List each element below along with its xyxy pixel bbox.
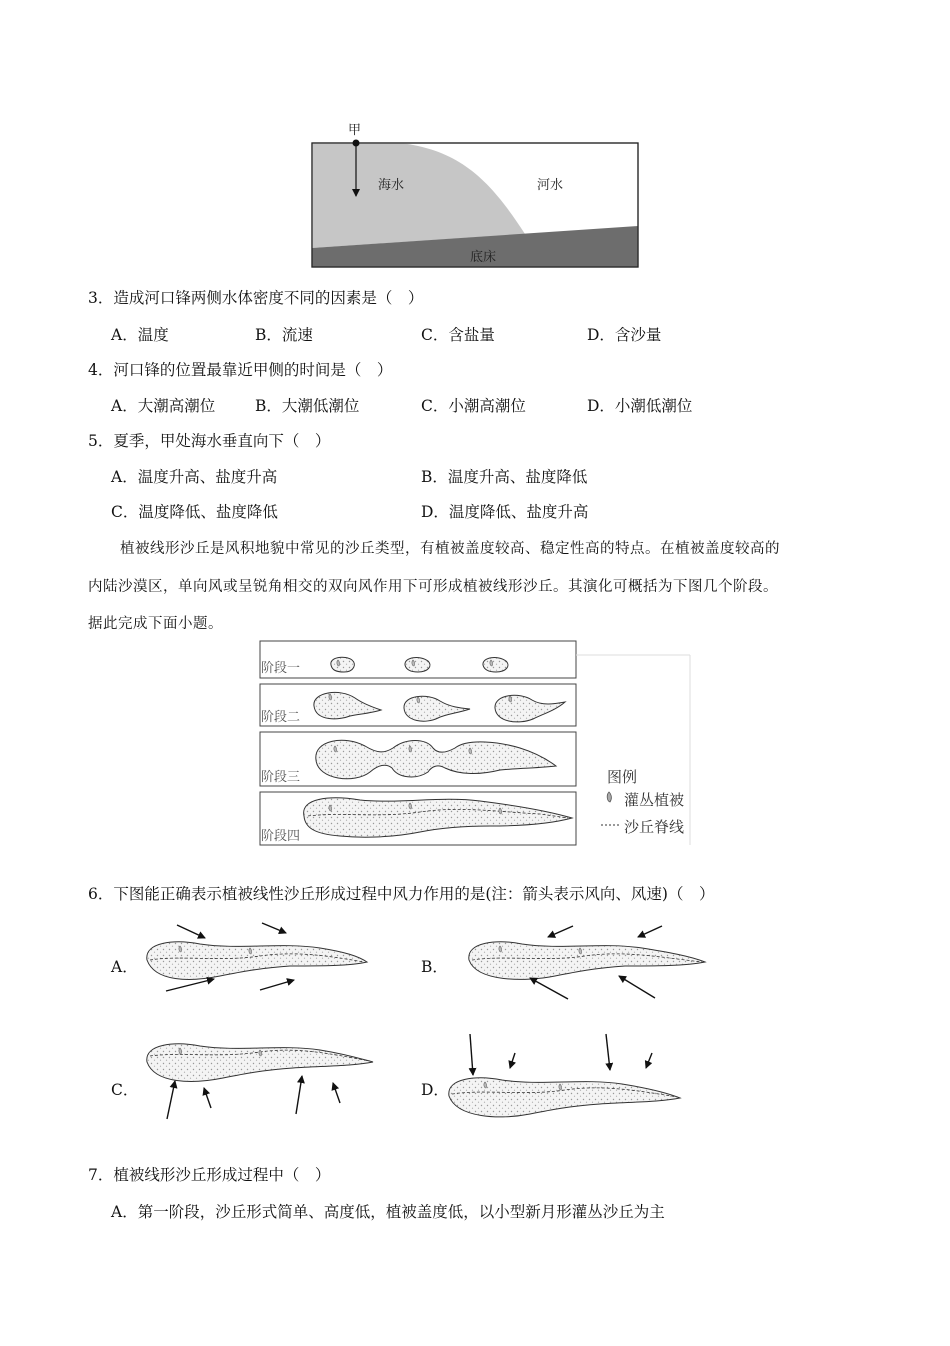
stage-4-label: 阶段四 [261, 829, 301, 844]
passage-line-2: 内陆沙漠区，单向风或呈锐角相交的双向风作用下可形成植被线形沙丘。其演化可概括为下图几个阶段。 [88, 579, 778, 595]
stage-2-label: 阶段二 [261, 710, 301, 725]
q4-stem: 4．河口锋的位置最靠近甲侧的时间是（ ） [88, 361, 393, 379]
option-d-diagram [449, 1034, 680, 1117]
dune-stages-figure [260, 641, 690, 845]
q4-option-b[interactable]: B．大潮低潮位 [255, 397, 360, 415]
q3-option-c[interactable]: C．含盐量 [421, 326, 495, 344]
label-riverwater: 河水 [537, 178, 564, 193]
q5-option-c[interactable]: C．温度降低、盐度降低 [111, 503, 278, 521]
q6-stem: 6．下图能正确表示植被线性沙丘形成过程中风力作用的是(注：箭头表示风向、风速)（ ） [88, 885, 715, 903]
q6-option-b[interactable]: B． [421, 958, 448, 976]
q6-option-a[interactable]: A． [111, 958, 138, 976]
q3-option-a[interactable]: A．温度 [111, 326, 169, 344]
q5-stem: 5．夏季，甲处海水垂直向下（ ） [88, 432, 331, 450]
q7-option-a[interactable]: A．第一阶段，沙丘形式简单、高度低，植被盖度低，以小型新月形灌丛沙丘为主 [111, 1203, 665, 1221]
q4-option-c[interactable]: C．小潮高潮位 [421, 397, 526, 415]
q5-option-b[interactable]: B．温度升高、盐度降低 [421, 468, 588, 486]
q4-option-d[interactable]: D．小潮低潮位 [587, 397, 693, 415]
q7-stem: 7．植被线形沙丘形成过程中（ ） [88, 1166, 331, 1184]
stage-3-label: 阶段三 [261, 770, 301, 785]
q3-stem: 3．造成河口锋两侧水体密度不同的因素是（ ） [88, 289, 424, 307]
shrub-legend-icon [607, 792, 611, 802]
passage-line-1: 植被线形沙丘是风积地貌中常见的沙丘类型，有植被盖度较高、稳定性高的特点。在植被盖度较高的 [120, 541, 780, 557]
q3-option-d[interactable]: D．含沙量 [587, 326, 662, 344]
legend-title: 图例 [607, 768, 638, 786]
stage-1-label: 阶段一 [261, 661, 301, 676]
estuary-front-figure [312, 123, 638, 267]
label-jia: 甲 [348, 123, 362, 138]
legend-ridge: 沙丘脊线 [624, 818, 685, 836]
option-a-diagram [147, 923, 367, 991]
passage-line-3: 据此完成下面小题。 [88, 616, 223, 632]
option-b-diagram [469, 926, 705, 999]
q5-option-d[interactable]: D．温度降低、盐度升高 [421, 503, 589, 521]
label-seawater: 海水 [378, 178, 405, 193]
legend-shrub: 灌丛植被 [624, 791, 685, 809]
q6-option-d[interactable]: D． [421, 1081, 449, 1099]
q3-option-b[interactable]: B．流速 [255, 326, 313, 344]
q4-option-a[interactable]: A．大潮高潮位 [111, 397, 216, 415]
label-bed: 底床 [470, 250, 497, 265]
q6-option-c[interactable]: C． [111, 1081, 139, 1099]
q5-option-a[interactable]: A．温度升高、盐度升高 [111, 468, 278, 486]
